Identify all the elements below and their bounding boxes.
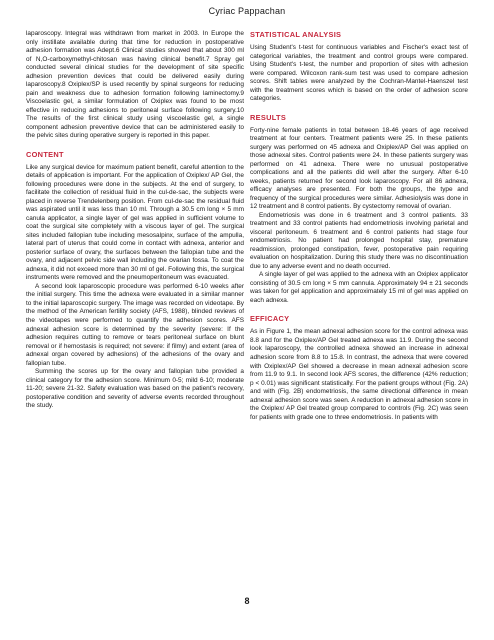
results-heading: RESULTS	[250, 112, 287, 122]
page-number: 8	[244, 596, 250, 606]
right-column	[250, 30, 468, 422]
efficacy-heading: EFFICACY	[250, 314, 290, 324]
content-heading: CONTENT	[26, 149, 64, 159]
left-column	[26, 30, 244, 411]
running-header: Cyriac Pappachan	[208, 6, 286, 16]
content-paragraph-2: A second look laparoscopic procedure was performed 6-10 weeks after the initial surgery. This time the adnexa were evaluated in a similar manner to the initial laparoscopic surgery. The image was recorded on videotape. By the method of the American fertility society (AFS, 1988), blinded reviews of the videotapes were performed to quantify the adhesion scores. AFS adnexal adhesion score is determined by the severity (severe: If the adhesion requires cutting to remove or tears peritoneal surface on blunt removal or if hemostasis is required; not severe: if filmy) and extent (area of adnexal organ covered by adhesions) of the adhesions of the ovary and fallopian tube.	[26, 282, 244, 367]
results-paragraph-2: Endometriosis was done in 6 treatment and 3 control patients. 33 treatment and 33 control patients had endometriosis involving parietal and visceral peritoneum. 6 treatment and 6 control patients had stage four endometriosis. No patient had prolonged hospital stay, premature readmission, prolonged constipation, fever, postoperative pain requiring evaluation on hospitalization. During this study there was no discontinuation due to any adverse event and no death occurred.	[250, 211, 468, 270]
results-paragraph-3: A single layer of gel was applied to the adnexa with an Oxiplex applicator consisting of 30.5 cm long × 5 mm cannula. Approximately 94 ± 21 seconds was taken for gel application and approximately 15 ml of gel was applied on each adnexa.	[250, 271, 468, 304]
efficacy-paragraph: As in Figure 1, the mean adnexal adhesion score for the control adnexa was 8.8 and for the Oxiplex/AP Gel treated adnexa was 11.9. During the second look laparoscopy, the controlled adnexa showed an increase in adnexal adhesion score from 8.8 to 15.8. In contrast, the adnexa that were covered with Oxiplex/AP Gel showed a decrease in mean adnexal adhesion score from 11.9 to 9.1. In second look AFS scores, the difference (42% reduction; p < 0.01) was significant statistically. For the patient groups without (Fig. 2A) and with (Fig. 2B) endometriosis, the same directional difference in mean adnexal adhesion score was seen. A reduction in adnexal adhesion score in the Oxiplex/ AP Gel treated group compared to controls (Fig. 2C) was seen for patients with grade one to three endometriosis. In patients with	[250, 328, 468, 421]
content-paragraph-1: Like any surgical device for maximum patient benefit, careful attention to the details of application is important. For the application of Oxiplex/ AP Gel, the following procedures were done in the subjects. At the end of surgery, to facilitate the collection of residual fluid in the cul-de-sac, the subjects were placed in reverse Trendelenberg position. From cul-de-sac the residual fluid was aspirated until it was less than 10 ml. Through a 30.5 cm long × 5 mm canula applicator, a single layer of gel was applied in sufficient volume to coat the surgical site completely with a viscous layer of gel. The surgical sites included fallopian tube including mesosalpinx, surface of the ampulla, lateral part of uterus that could come in contact with adnexa, anterior and posterior surface of ovary, the surfaces between the fallopian tube and the ovary, and adjacent pelvic side wall including the ovarian fossa. To coat the adnexa, it did not exceed more than 30 ml of gel. Following this, the surgical instruments were removed and the pneumoperitoneum was evacuated.	[26, 163, 244, 282]
statistical-analysis-paragraph: Using Student's t-test for continuous variables and Fischer's exact test of categorical variables, the treatment and control groups were compared. Using Student's t-test, the number and proportion of sites with adhesion were compared. Wilcoxon rank-sum test was used to compare adhesion scores. Shift tables were analyzed by the Cochran-Mantel-Haenszel test with the treatment scores which is based on the order of adhesion score categories.	[250, 44, 468, 103]
statistical-analysis-heading: STATISTICAL ANALYSIS	[250, 30, 342, 39]
content-paragraph-3: Summing the scores up for the ovary and fallopian tube provided a clinical category for the adhesion score. Minimum 0-5; mild 6-10; moderate 11-20; severe 21-32. Safety evaluation was based on the patient's recovery, postoperative condition and severity of adverse events recorded throughout the study.	[26, 368, 244, 410]
intro-paragraph: laparoscopy. Integral was withdrawn from market in 2003. In Europe the only instillate available during that time for reduction in postoperative adhesion formation was Adept.6 Clinical studies showed that about 300 ml of N,O-carboxymethyl-chitosan was having clinical benefit.7 Spray gel conducted several clinical studies for the development of site specific adhesion prevention devices that could be delivered easily during laparoscopy.8 Oxiplex/SP is used recently by spinal surgeons for reducing pain and weakness due to adhesion formation following laminectomy.9 Viscoelastic gel, a similar formulation of Oxiplex was found to be most effective in reducing adhesions to peritoneal surface following surgery.10 The results of the first clinical study using viscoelastic gel, a single component adhesion preventive device that can be administered easily to the pelvic sites during operative surgery is reported in this paper.	[26, 30, 244, 140]
results-paragraph-1: Forty-nine female patients in total between 18-46 years of age received treatment at four centers. Treatment patients were 25. In these patients surgery was performed on 45 adnexa and Oxiplex/AP Gel was applied on those adnexal sites. Control patients were 24. In these patients surgery was performed on 41 adnexa. There were no unusual postoperative complications and all the patients did well after the surgery. After 6-10 weeks, patients returned for second look laparoscopy. For all 86 adnexa, efficacy analyses are presented. For both the groups, the type and frequency of the surgical procedures were similar. Adhesiolysis was done in 12 treatment and 8 control patients. By cystectomy removal of ovarian.	[250, 126, 468, 211]
